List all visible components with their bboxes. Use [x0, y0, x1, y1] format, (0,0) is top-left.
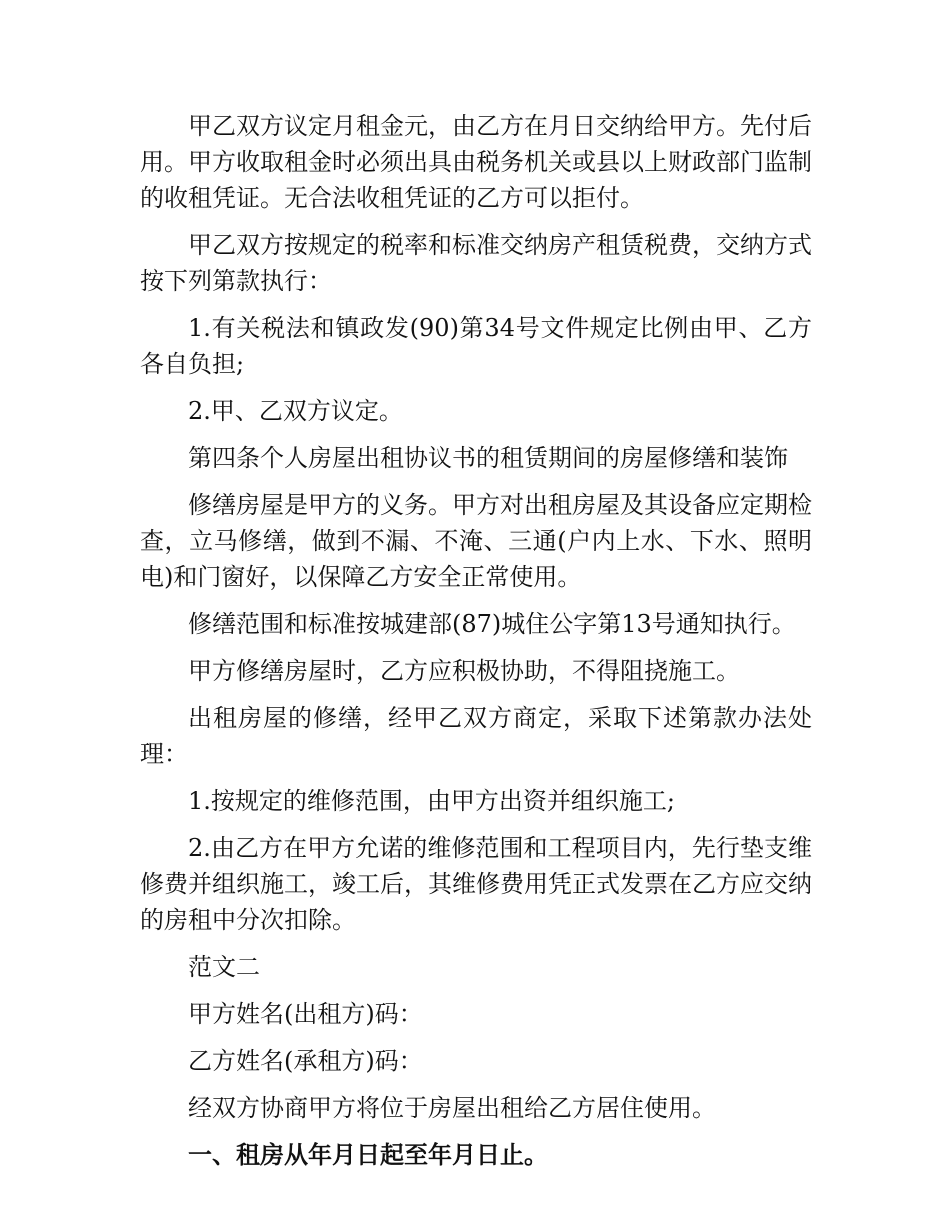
paragraph-party-b: 乙方姓名(承租方)码： — [188, 1047, 423, 1075]
paragraph-tax-option-1: 1.有关税法和镇政发(90)第34号文件规定比例由甲、乙方各自负担; — [140, 314, 812, 378]
document-body — [140, 108, 812, 1184]
paragraph-sample-two-heading: 范文二 — [188, 953, 260, 981]
paragraph-repair-obligation: 修缮房屋是甲方的义务。甲方对出租房屋及其设备应定期检查，立马修缮，做到不漏、不淹、三通(户内上水、下水、照明电)和门窗好，以保障乙方安全正常使用。 — [140, 491, 812, 591]
paragraph-rent-payment: 甲乙双方议定月租金元，由乙方在月日交纳给甲方。先付后用。甲方收取租金时必须出具由税务机关或县以上财政部门监制的收租凭证。无合法收租凭证的乙方可以拒付。 — [140, 112, 812, 212]
paragraph-lease-term: 一、租房从年月日起至年月日止。 — [188, 1140, 548, 1169]
paragraph-repair-standard: 修缮范围和标准按城建部(87)城住公字第13号通知执行。 — [188, 610, 796, 638]
paragraph-article-four-heading: 第四条个人房屋出租协议书的租赁期间的房屋修缮和装饰 — [188, 444, 788, 472]
paragraph-tax-option-2: 2.甲、乙双方议定。 — [188, 397, 403, 425]
paragraph-agreement: 经双方协商甲方将位于房屋出租给乙方居住使用。 — [188, 1094, 716, 1122]
paragraph-repair-cooperation: 甲方修缮房屋时，乙方应积极协助，不得阻挠施工。 — [188, 657, 740, 685]
paragraph-party-a: 甲方姓名(出租方)码： — [188, 1000, 423, 1028]
paragraph-repair-option-2: 2.由乙方在甲方允诺的维修范围和工程项目内，先行垫支维修费并组织施工，竣工后，其维修费用凭正式发票在乙方应交纳的房租中分次扣除。 — [140, 834, 812, 934]
paragraph-tax-fees: 甲乙双方按规定的税率和标准交纳房产租赁税费，交纳方式按下列第款执行： — [140, 231, 812, 295]
paragraph-repair-method: 出租房屋的修缮，经甲乙双方商定，采取下述第款办法处理： — [140, 704, 812, 768]
paragraph-repair-option-1: 1.按规定的维修范围，由甲方出资并组织施工; — [188, 787, 675, 815]
